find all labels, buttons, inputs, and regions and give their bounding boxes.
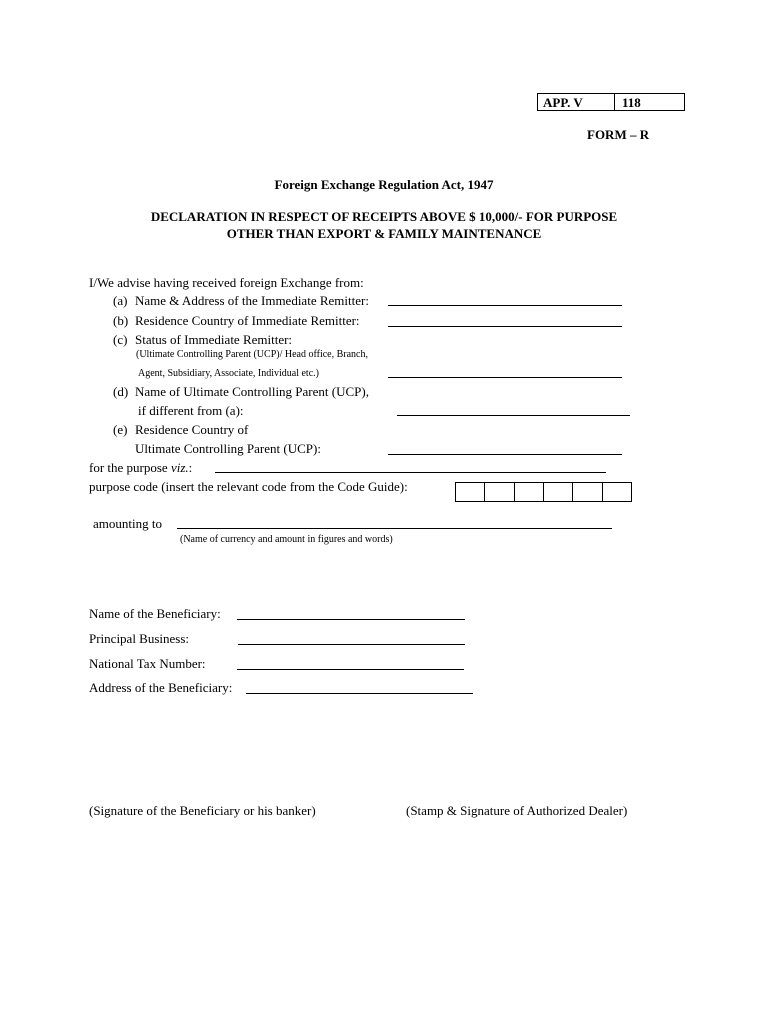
national-tax-number-field[interactable] bbox=[237, 669, 464, 670]
item-d-label-line1: Name of Ultimate Controlling Parent (UCP), bbox=[135, 384, 369, 399]
beneficiary-address-field[interactable] bbox=[246, 693, 473, 694]
beneficiary-signature-label: (Signature of the Beneficiary or his banker) bbox=[89, 803, 316, 818]
app-label: APP. V bbox=[543, 95, 583, 110]
amounting-to-label: amounting to bbox=[93, 516, 162, 531]
remitter-name-address-field[interactable] bbox=[388, 305, 622, 306]
national-tax-number-label: National Tax Number: bbox=[89, 656, 206, 671]
purpose-code-boxes[interactable] bbox=[455, 482, 632, 502]
principal-business-label: Principal Business: bbox=[89, 631, 190, 646]
ucp-name-field[interactable] bbox=[397, 415, 630, 416]
declaration-title-line1: DECLARATION IN RESPECT OF RECEIPTS ABOVE $ 10,000/- FOR PURPOSE bbox=[150, 209, 618, 224]
item-d-marker: (d) bbox=[113, 384, 129, 399]
purpose-viz: viz. bbox=[170, 460, 189, 475]
purpose-code-box[interactable] bbox=[603, 483, 631, 501]
item-e-label-line2: Ultimate Controlling Parent (UCP): bbox=[135, 441, 321, 456]
purpose-code-box[interactable] bbox=[485, 483, 514, 501]
item-c-label: Status of Immediate Remitter: bbox=[135, 332, 293, 347]
app-number: 118 bbox=[622, 95, 641, 110]
purpose-code-box[interactable] bbox=[456, 483, 485, 501]
purpose-code-label: purpose code (insert the relevant code from the Code Guide): bbox=[89, 479, 408, 494]
remitter-status-field[interactable] bbox=[388, 377, 622, 378]
ucp-residence-country-field[interactable] bbox=[388, 454, 622, 455]
purpose-code-box[interactable] bbox=[544, 483, 573, 501]
purpose-label bbox=[89, 461, 192, 474]
intro-text: I/We advise having received foreign Exchange from: bbox=[89, 275, 364, 290]
amount-note: (Name of currency and amount in figures and words) bbox=[180, 534, 393, 545]
declaration-title-line2: OTHER THAN EXPORT & FAMILY MAINTENANCE bbox=[226, 226, 542, 241]
purpose-colon: : bbox=[188, 460, 193, 475]
item-c-note-line2: Agent, Subsidiary, Associate, Individual etc.) bbox=[138, 368, 319, 379]
beneficiary-name-label: Name of the Beneficiary: bbox=[89, 606, 221, 621]
item-a-marker: (a) bbox=[113, 293, 128, 308]
form-label: FORM – R bbox=[587, 127, 650, 142]
purpose-code-box[interactable] bbox=[573, 483, 602, 501]
amount-field[interactable] bbox=[177, 528, 612, 529]
beneficiary-name-field[interactable] bbox=[237, 619, 465, 620]
item-d-label-line2: if different from (a): bbox=[138, 403, 244, 418]
item-e-label-line1: Residence Country of bbox=[135, 422, 249, 437]
remitter-residence-country-field[interactable] bbox=[388, 326, 622, 327]
item-c-marker: (c) bbox=[113, 332, 128, 347]
principal-business-field[interactable] bbox=[238, 644, 465, 645]
item-a-label: Name & Address of the Immediate Remitter: bbox=[135, 293, 369, 308]
item-c-note-line1: (Ultimate Controlling Parent (UCP)/ Head office, Branch, bbox=[136, 349, 368, 360]
item-b-marker: (b) bbox=[113, 313, 129, 328]
app-reference-box bbox=[537, 93, 685, 111]
item-e-marker: (e) bbox=[113, 422, 128, 437]
purpose-prefix: for the purpose bbox=[89, 460, 168, 475]
purpose-code-box[interactable] bbox=[515, 483, 544, 501]
item-b-label: Residence Country of Immediate Remitter: bbox=[135, 313, 360, 328]
dealer-signature-label: (Stamp & Signature of Authorized Dealer) bbox=[406, 803, 628, 818]
act-title: Foreign Exchange Regulation Act, 1947 bbox=[274, 177, 494, 192]
beneficiary-address-label: Address of the Beneficiary: bbox=[89, 680, 233, 695]
purpose-field[interactable] bbox=[215, 472, 606, 473]
